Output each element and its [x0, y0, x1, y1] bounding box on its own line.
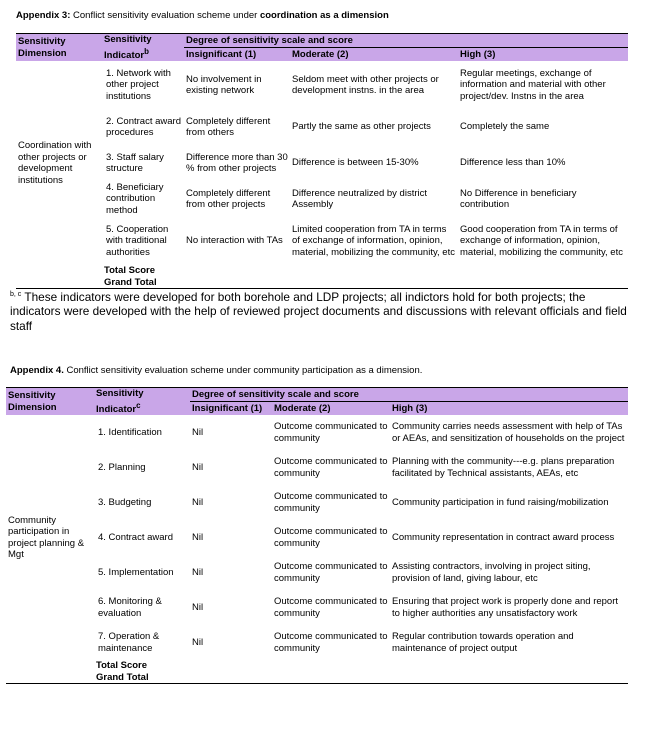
appendix3-insignificant: No involvement in existing network [186, 73, 262, 97]
appendix3-insignificant: Completely different from others [186, 115, 271, 139]
appendix3-moderate: Difference is between 15-30% [292, 157, 419, 169]
appendix3-indicator: 4. Beneficiary contribution method [106, 181, 164, 216]
appendix3-caption [16, 10, 389, 21]
appendix4-indicator: 7. Operation & maintenance [98, 631, 160, 654]
appendix4-high: Planning with the community---e.g. plans preparation facilitated by Technical assistants, AEAs, etc [392, 456, 615, 479]
table-row [6, 485, 628, 520]
appendix3-total-score-row [16, 265, 628, 277]
appendix4-insignificant: Nil [192, 531, 204, 543]
appendix4-caption [10, 365, 422, 376]
appendix4-moderate: Outcome communicated to community [274, 491, 388, 514]
table-row [16, 61, 628, 109]
appendix3-caption-text: Conflict sensitivity evaluation scheme under [70, 10, 260, 21]
appendix3-insignificant: Difference more than 30 % from other projects [186, 151, 288, 175]
appendix4-header-degree: Degree of sensitivity scale and score [190, 388, 628, 402]
appendix4-moderate: Outcome communicated to community [274, 456, 388, 479]
appendix4-moderate: Outcome communicated to community [274, 596, 388, 619]
footnote-marker: b, c [10, 291, 22, 298]
appendix3-indicator: 2. Contract award procedures [106, 115, 181, 139]
appendix4-total-score: Total Score [96, 660, 148, 672]
table-row [6, 415, 628, 450]
appendix3-high: Regular meetings, exchange of information and material with other project/dev. Instns in the area [460, 67, 606, 102]
appendix3-header-degree: Degree of sensitivity scale and score [184, 34, 628, 48]
appendix4-total-score-row [6, 660, 628, 672]
appendix4-indicator: 2. Planning [98, 461, 146, 473]
appendix3-indicator: 3. Staff salary structure [106, 151, 164, 175]
appendix3-high: Completely the same [460, 121, 550, 133]
appendix4-dimension-label: Community participation in project planning & Mgt [8, 514, 85, 561]
appendix3-table [16, 33, 628, 289]
table-row [16, 109, 628, 145]
table-row [16, 217, 628, 265]
appendix4-insignificant: Nil [192, 461, 204, 473]
appendix4-insignificant: Nil [192, 636, 204, 648]
table-row [6, 590, 628, 625]
appendix3-moderate: Seldom meet with other projects or development instns. in the area [292, 73, 439, 97]
appendix3-header-dimension: Sensitivity Dimension [16, 34, 102, 62]
appendix3-moderate: Difference neutralized by district Assembly [292, 187, 427, 211]
appendix3-insignificant: No interaction with TAs [186, 235, 283, 247]
appendix4-header-indicator-label: Sensitivity Indicator [96, 388, 144, 415]
appendix3-header-row-1 [16, 34, 628, 48]
appendix4-moderate: Outcome communicated to community [274, 421, 388, 444]
appendix3-grand-total: Grand Total [102, 277, 184, 289]
appendix3-header-insignificant: Insignificant (1) [184, 48, 290, 62]
appendix4-indicator: 5. Implementation [98, 566, 174, 578]
appendix3-grand-total-row [16, 277, 628, 289]
appendix4-grand-total-row [6, 672, 628, 684]
appendix3-header-moderate: Moderate (2) [290, 48, 458, 62]
appendix4-indicator: 1. Identification [98, 426, 162, 438]
appendix4-insignificant: Nil [192, 426, 204, 438]
appendix4-moderate: Outcome communicated to community [274, 526, 388, 549]
appendix3-high: Difference less than 10% [460, 157, 566, 169]
appendix4-table [6, 387, 628, 684]
footnote-text: These indicators were developed for both borehole and LDP projects; all indictors hold for both projects; the indicators were developed with the help of reviewed project documents and discussions with relevant officials and field staff [10, 289, 627, 333]
appendix3-indicator: 1. Network with other project institutions [106, 67, 171, 102]
table-row [16, 145, 628, 181]
appendix3-dimension-label: Coordination with other projects or development institutions [18, 140, 92, 186]
appendix3-moderate: Limited cooperation from TA in terms of exchange of information, opinion, material, mobilizing the community, etc [292, 223, 455, 258]
appendix4-insignificant: Nil [192, 566, 204, 578]
appendix4-header-moderate: Moderate (2) [272, 402, 390, 416]
appendix4-caption-text: Conflict sensitivity evaluation scheme under community participation as a dimension. [63, 365, 423, 376]
table-row [16, 181, 628, 217]
appendix4-high: Assisting contractors, involving in project siting, provision of land, giving labour, etc [392, 561, 591, 584]
appendix4-high: Community carries needs assessment with help of TAs or AEAs, and sensitization of households on the project [392, 421, 625, 444]
table-row [6, 520, 628, 555]
appendix4-high: Regular contribution towards operation and maintenance of project output [392, 631, 574, 654]
appendix4-moderate: Outcome communicated to community [274, 631, 388, 654]
appendix3-total-score: Total Score [104, 265, 156, 277]
appendix3-caption-emphasis: coordination as a dimension [259, 10, 389, 21]
appendix4-grand-total: Grand Total [94, 672, 190, 684]
appendix4-insignificant: Nil [192, 496, 204, 508]
appendix4-header-indicator [94, 388, 190, 416]
appendix4-moderate: Outcome communicated to community [274, 561, 388, 584]
table-row [6, 555, 628, 590]
table-row [6, 625, 628, 660]
appendix3-header-indicator-sup: b [144, 46, 149, 56]
appendix3-caption-label: Appendix 3: [16, 10, 71, 21]
appendix4-high: Community participation in fund raising/mobilization [392, 496, 609, 508]
appendix3-header-high: High (3) [458, 48, 628, 62]
table-row [6, 450, 628, 485]
appendix3-indicator: 5. Cooperation with traditional authorities [106, 223, 169, 258]
appendix3-header-indicator [102, 34, 184, 62]
appendix3-high: Good cooperation from TA in terms of exchange of information, opinion, material, mobilizing the community, etc [460, 223, 623, 258]
footnote [10, 288, 628, 333]
appendix4-caption-label: Appendix 4. [10, 365, 64, 376]
appendix4-indicator: 4. Contract award [98, 531, 173, 543]
appendix4-header-row-1 [6, 388, 628, 402]
appendix3-high: No Difference in beneficiary contribution [460, 187, 577, 211]
appendix4-header-dimension: Sensitivity Dimension [6, 388, 94, 416]
appendix4-high: Ensuring that project work is properly done and report to higher authorities any unsatisfactory work [392, 596, 619, 619]
appendix4-indicator: 6. Monitoring & evaluation [98, 596, 162, 619]
appendix4-indicator: 3. Budgeting [98, 496, 152, 508]
appendix3-moderate: Partly the same as other projects [292, 121, 431, 133]
appendix4-header-insignificant: Insignificant (1) [190, 402, 272, 416]
appendix4-insignificant: Nil [192, 601, 204, 613]
appendix3-header-indicator-label: Sensitivity Indicator [104, 34, 152, 61]
appendix4-high: Community representation in contract award process [392, 531, 615, 543]
appendix4-header-indicator-sup: c [136, 400, 141, 410]
appendix4-header-high: High (3) [390, 402, 628, 416]
appendix3-insignificant: Completely different from other projects [186, 187, 271, 211]
